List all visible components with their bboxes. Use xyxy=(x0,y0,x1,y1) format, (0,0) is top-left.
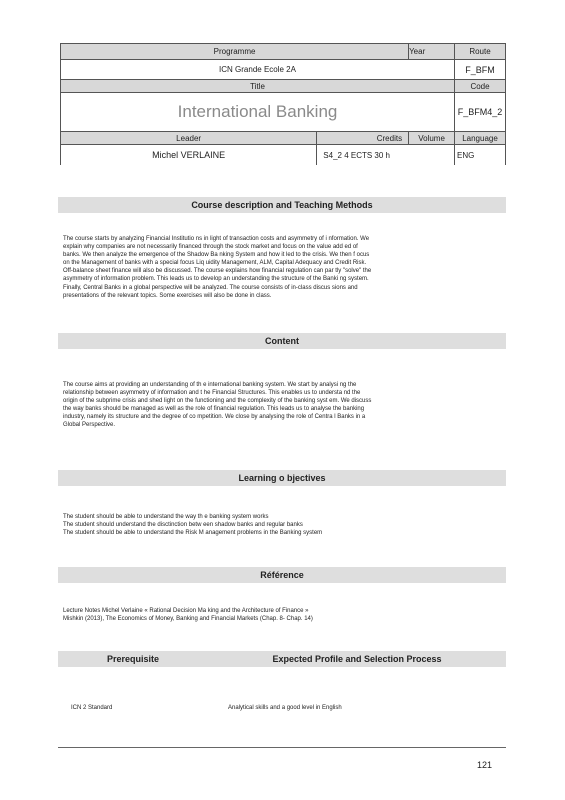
reference-text xyxy=(63,607,498,623)
content-line: the way banks should be managed as well as the role of financial regulation. This leads us to analyse the banking xyxy=(63,406,365,413)
leader-label: Leader xyxy=(61,132,317,145)
content-text xyxy=(63,381,498,430)
course-header-table xyxy=(60,43,506,165)
language-label: Language xyxy=(455,132,506,145)
objective-line: The student should understand the disctinction betw een shadow banks and regular banks xyxy=(63,522,303,529)
course-description-line: Finally, Central Banks in a global perspective will be analyzed. The course consists of in-class discus sions and xyxy=(63,284,358,291)
programme-label: Programme xyxy=(61,44,409,60)
course-description-line: Off-balance sheet finance will also be discussed. The course explains how financial regulation can par tly "solve" the xyxy=(63,268,372,275)
content-line: relationship between asymmetry of information and t he Financial Structures. This enables us to understa nd the xyxy=(63,390,361,397)
prerequisite-value: ICN 2 Standard xyxy=(71,705,113,711)
course-description-text xyxy=(63,235,498,300)
course-code: F_BFM4_2 xyxy=(455,93,506,132)
prerequisite-profile-bar xyxy=(58,651,506,667)
learning-objectives-text xyxy=(63,513,498,537)
expected-profile-heading: Expected Profile and Selection Process xyxy=(272,654,442,664)
route-label: Route xyxy=(455,44,506,60)
learning-objectives-heading: Learning o bjectives xyxy=(58,470,506,486)
course-description-line: explain why companies are not necessarily financed through the stock market and focus on the value add ed of xyxy=(63,244,358,251)
course-description-heading: Course description and Teaching Methods xyxy=(58,197,506,213)
content-line: The course aims at providing an understanding of th e international banking system. We start by analysi ng the xyxy=(63,382,357,388)
volume-label: Volume xyxy=(409,132,455,145)
expected-profile-value: Analytical skills and a good level in English xyxy=(228,705,342,711)
objective-line: The student should be able to understand the way th e banking system works xyxy=(63,514,269,520)
course-description-line: banks. We then analyze the emergence of the Shadow Ba nking System and how it led to the crisis. We then f ocus xyxy=(63,252,370,259)
title-label: Title xyxy=(61,80,455,93)
course-description-line: asymmetry of information problem. This leads us to develop an understanding the structure of the Banki ng system. xyxy=(63,276,369,283)
programme-value: ICN Grande Ecole 2A xyxy=(61,60,455,80)
course-description-line: presentations of the relevant topics. Some exercises will also be done in class. xyxy=(63,292,272,299)
year-label: Year xyxy=(409,44,455,60)
reference-line: Mishkin (2013), The Economics of Money, Banking and Financial Markets (Chap. 8- Chap. 14) xyxy=(63,616,313,623)
footer-divider xyxy=(58,747,506,748)
page-number: 121 xyxy=(477,760,493,770)
objective-line: The student should be able to understand the Risk M anagement problems in the Banking system xyxy=(63,530,323,537)
code-label: Code xyxy=(455,80,506,93)
content-line: Global Perspective. xyxy=(63,422,116,429)
course-description-line: The course starts by analyzing Financial Institutio ns in light of transaction costs and asymmetry of i nformation. We xyxy=(63,236,370,242)
prerequisite-heading: Prerequisite xyxy=(106,654,160,664)
credits-value: S4_2 4 ECTS 30 h xyxy=(317,145,455,166)
content-heading: Content xyxy=(58,333,506,349)
language-value: ENG xyxy=(455,145,506,166)
credits-label: Credits xyxy=(317,132,409,145)
reference-heading: Référence xyxy=(58,567,506,583)
content-line: industry, namely its structure and the degree of co mpetition. We close by analysing the role of Centra l Banks in a xyxy=(63,414,366,421)
route-value: F_BFM xyxy=(455,60,506,80)
content-line: origin of the subprime crisis and shed light on the functioning and the complexity of the banking syst em. We discuss xyxy=(63,398,372,405)
course-title: International Banking xyxy=(61,93,455,132)
reference-line: Lecture Notes Michel Verlaine « Rational Decision Ma king and the Architecture of Finance » xyxy=(63,608,309,614)
course-description-line: on the Management of banks with a special focus Liq uidity Management, ALM, Capital Adequacy and Credit Risk. xyxy=(63,260,367,267)
leader-name: Michel VERLAINE xyxy=(61,145,317,166)
